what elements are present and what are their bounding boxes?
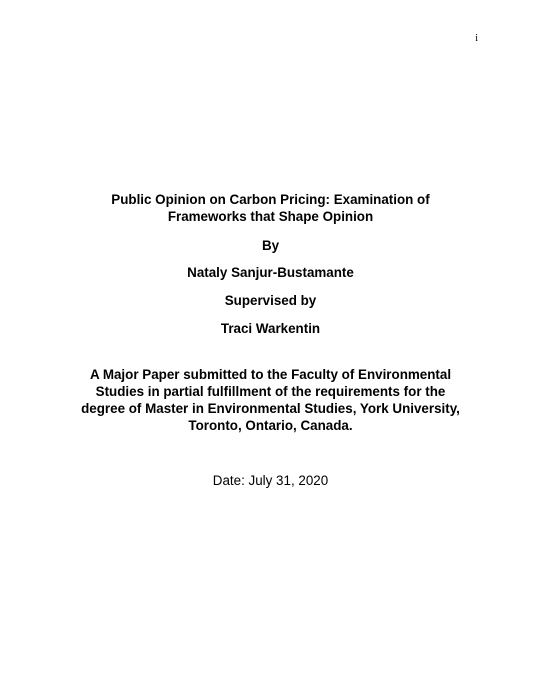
submission-date: Date: July 31, 2020 — [212, 473, 329, 488]
supervisor-name: Traci Warkentin — [220, 321, 321, 336]
paper-title — [60, 191, 481, 225]
by-label: By — [261, 238, 280, 253]
title-line-1: Public Opinion on Carbon Pricing: Examination of — [111, 192, 430, 207]
submission-line-2: Studies in partial fulfillment of the requirements for the — [95, 384, 446, 399]
submission-line-4: Toronto, Ontario, Canada. — [188, 418, 353, 433]
title-line-2: Frameworks that Shape Opinion — [167, 209, 374, 224]
page-number: i — [475, 33, 478, 44]
submission-line-3: degree of Master in Environmental Studies, York University, — [81, 401, 460, 416]
submission-line-1: A Major Paper submitted to the Faculty of Environmental — [89, 367, 452, 382]
supervised-label: Supervised by — [224, 293, 317, 308]
submission-statement — [60, 366, 481, 434]
author-name: Nataly Sanjur-Bustamante — [187, 265, 354, 280]
